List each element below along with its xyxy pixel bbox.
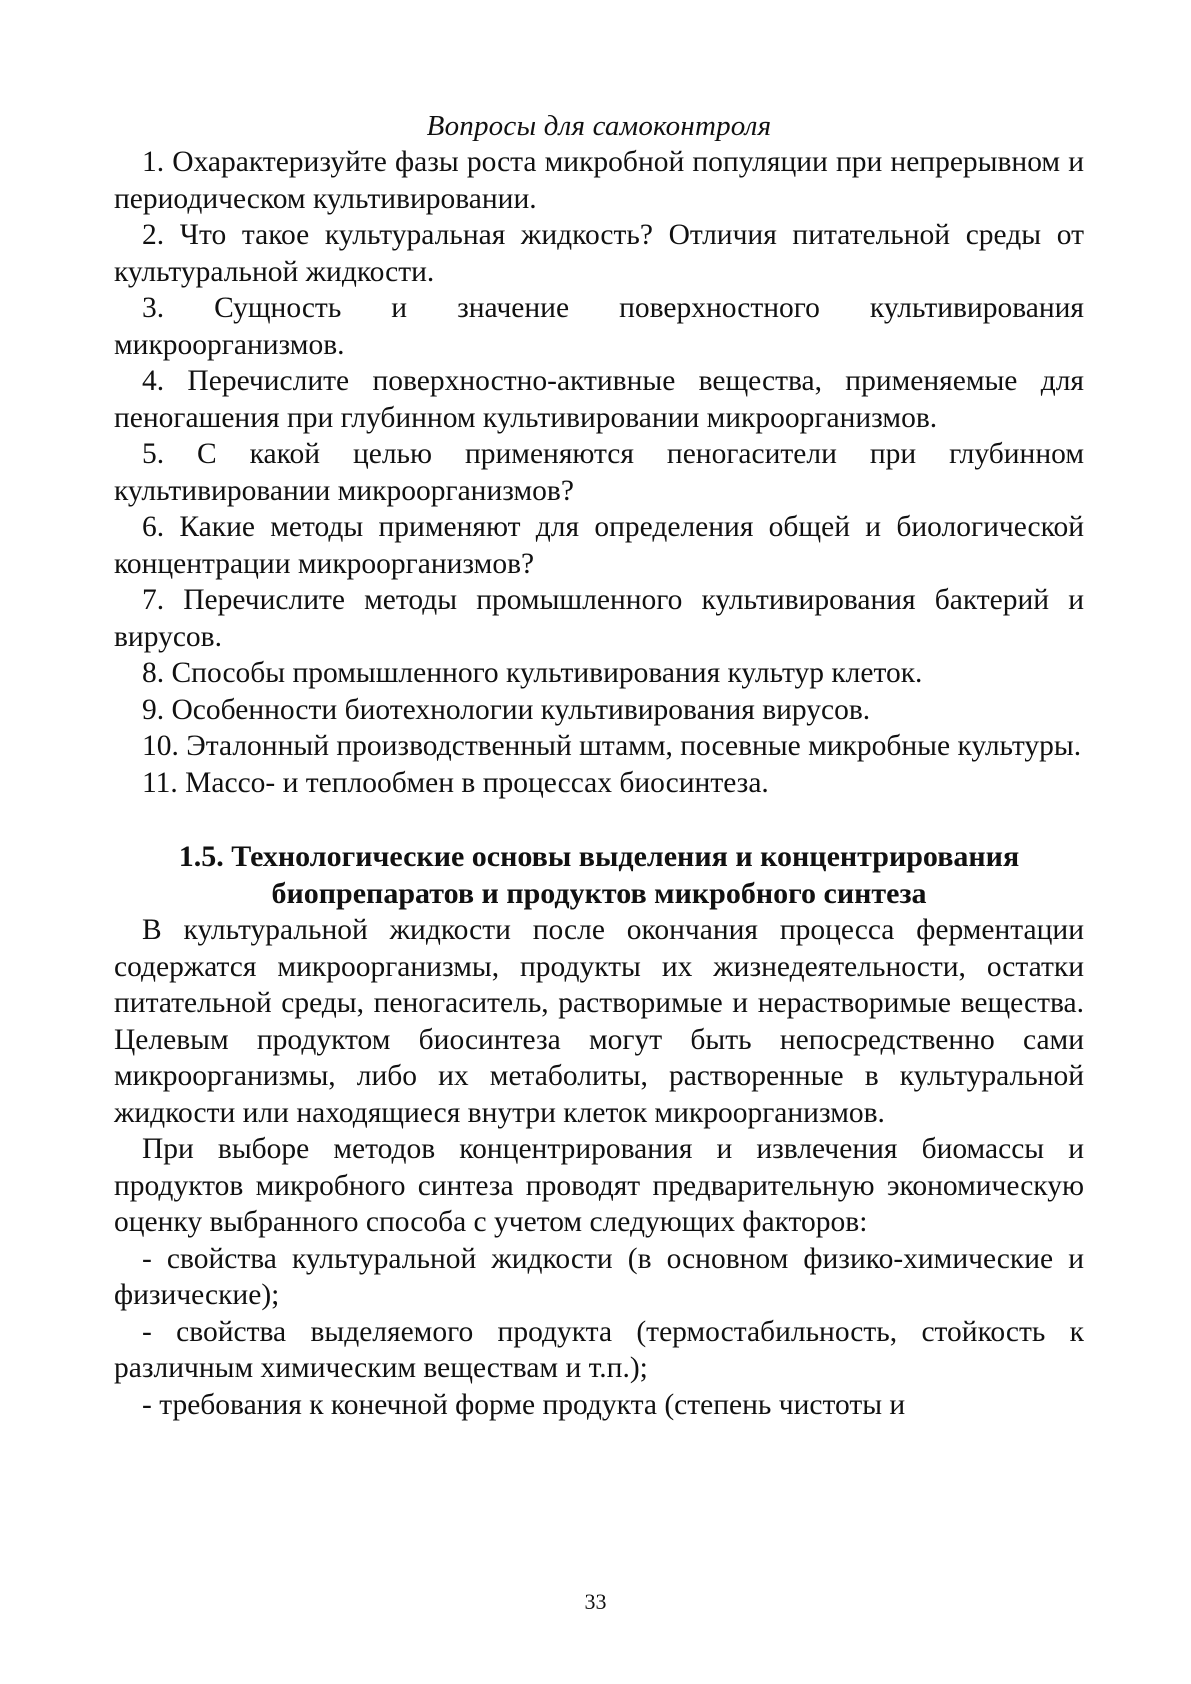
section-heading-line: 1.5. Технологические основы выделения и концентрирования [178,840,1020,873]
page-number: 33 [584,1589,607,1614]
question-item: 8. Способы промышленного культивирования культур клеток. [142,657,923,689]
question-item: 9. Особенности биотехнологии культивирования вирусов. [142,693,871,726]
question-item: 6. Какие методы применяют для определения общей и биологической концентрации микроорганизмов? [114,511,1084,580]
question-item: 4. Перечислите поверхностно-активные вещества, применяемые для пеногашения при глубинном культивировании микроорганизмов. [114,365,1084,434]
section-heading [114,839,1084,912]
question-item: 1. Охарактеризуйте фазы роста микробной популяции при непрерывном и периодическом культивировании. [114,146,1084,215]
question-item: 7. Перечислите методы промышленного культивирования бактерий и вирусов. [114,584,1084,653]
body-paragraph: При выборе методов концентрирования и извлечения биомассы и продуктов микробного синтеза проводят предварительную экономическую оценку выбранного способа с учетом следующих факторов: [114,1133,1084,1238]
question-item: 3. Сущность и значение поверхностного культивирования микроорганизмов. [114,292,1084,361]
list-item: - свойства культуральной жидкости (в основном физико-химические и физические); [114,1242,1084,1311]
list-item: - требования к конечной форме продукта (степень чистоты и [142,1388,906,1421]
question-item: 5. С какой целью применяются пеногасители при глубинном культивировании микроорганизмов? [114,438,1084,507]
list-item: - свойства выделяемого продукта (термостабильность, стойкость к различным химическим веществам и т.п.); [114,1315,1084,1384]
question-item: 10. Эталонный производственный штамм, посевные микробные культуры. [142,730,1082,762]
section-heading-line: биопрепаратов и продуктов микробного синтеза [271,876,927,910]
body-paragraph: В культуральной жидкости после окончания процесса ферментации содержатся микроорганизмы, продукты их жизнедеятельности, остатки питательной среды, пеногаситель, растворимые и нерастворимые вещества. Целевым продуктом биосинтеза могут быть непосредственно сами микроорганизмы, либо их метаболиты, растворенные в культуральной жидкости или находящиеся внутри клеток микроорганизмов. [114,914,1084,1129]
section-body [114,912,1084,1423]
question-item: 2. Что такое культуральная жидкость? Отличия питательной среды от культуральной жидкости. [114,219,1084,288]
page-content [114,108,1084,1423]
question-item: 11. Массо- и теплообмен в процессах биосинтеза. [142,766,769,799]
self-check-title: Вопросы для самоконтроля [426,110,772,142]
question-list [114,144,1084,801]
